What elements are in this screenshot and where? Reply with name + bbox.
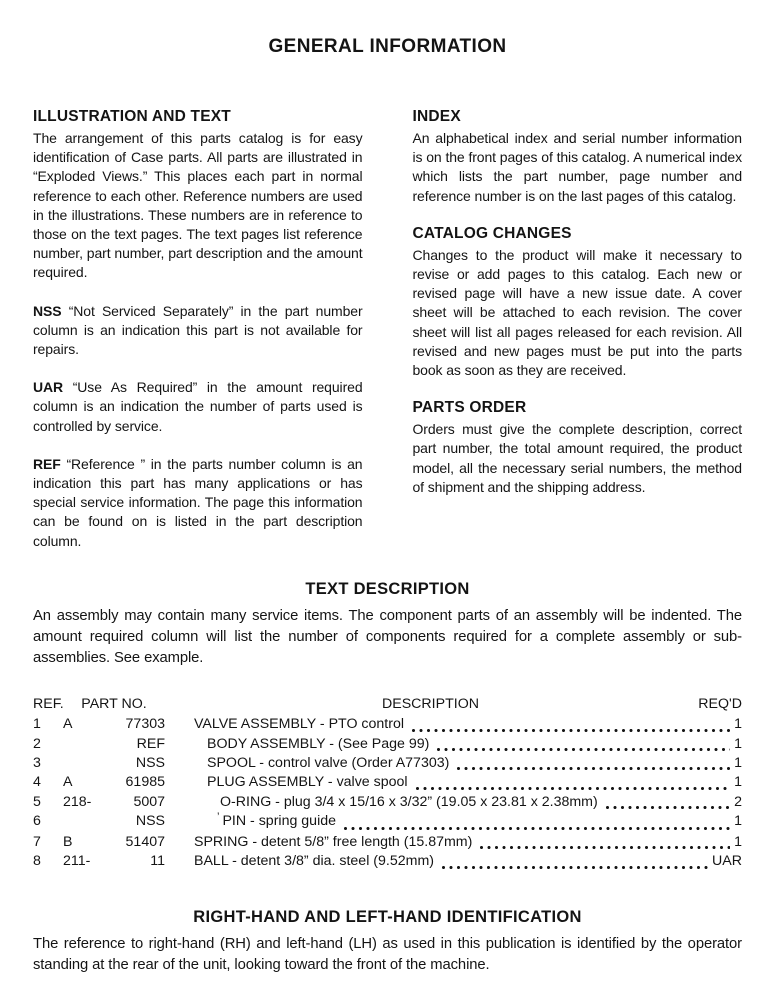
- dot-leader: [480, 846, 730, 849]
- dot-leader: [606, 806, 730, 809]
- row-description-cell: [165, 735, 742, 754]
- row-description: BODY ASSEMBLY - (See Page 99): [207, 735, 430, 752]
- header-ref: REF.: [33, 695, 64, 712]
- row-part-prefix: [63, 735, 103, 754]
- row-description-cell: [165, 754, 742, 773]
- row-part-number: 51407: [125, 833, 165, 850]
- two-column-area: [33, 108, 742, 570]
- table-row: [33, 715, 742, 734]
- dot-leader: [416, 787, 731, 790]
- rh-lh-heading: RIGHT-HAND AND LEFT-HAND IDENTIFICATION: [193, 907, 582, 926]
- row-part-number: NSS: [135, 755, 165, 772]
- page-title: GENERAL INFORMATION: [268, 36, 507, 57]
- index-heading: INDEX: [412, 108, 461, 125]
- row-reqd: 1: [734, 813, 742, 830]
- illustration-and-text-paragraph: The arrangement of this parts catalog is for easy identification of Case parts. All parts are illustrated in “Exploded Views.” This places each part in normal reference to each other. Reference numbers are used in the illustrations. These numbers are in reference to those on the text pages. The text pages list reference number, part number, part description and the amount required.: [33, 130, 363, 281]
- row-description: PLUG ASSEMBLY - valve spool: [207, 774, 408, 791]
- row-ref: 8: [33, 853, 41, 870]
- header-part-no: PART NO.: [81, 695, 147, 712]
- stray-mark: ’: [217, 811, 220, 824]
- term-uar: [33, 378, 363, 436]
- row-description-cell: [165, 812, 742, 832]
- row-description: O-RING - plug 3/4 x 15/16 x 3/32” (19.05 x 23.81 x 2.38mm): [220, 793, 598, 810]
- rh-lh-paragraph: The reference to right-hand (RH) and left-hand (LH) as used in this publication is identified by the operator standing at the rear of the unit, looking toward the front of the machine.: [33, 935, 742, 973]
- row-part-prefix: 211-: [63, 853, 91, 870]
- table-row: [33, 793, 742, 812]
- row-ref: 2: [33, 735, 41, 752]
- example-parts-table: [33, 695, 742, 872]
- dot-leader: [442, 866, 708, 869]
- row-ref: 7: [33, 833, 41, 850]
- row-part-number: NSS: [135, 813, 165, 830]
- text-description-section: [33, 580, 742, 669]
- index-section: [413, 108, 743, 206]
- table-row: [33, 754, 742, 773]
- row-ref: 5: [33, 793, 41, 810]
- row-reqd: UAR: [712, 853, 742, 870]
- term-nss: [33, 302, 363, 360]
- dot-leader: [344, 827, 730, 830]
- row-reqd: 1: [734, 755, 742, 772]
- dot-leader: [457, 767, 730, 770]
- term-uar-text: “Use As Required” in the amount required column is an indication the number of parts used is controlled by service.: [33, 379, 363, 434]
- row-part-number: REF: [136, 735, 165, 752]
- row-description-cell: [165, 852, 742, 871]
- row-ref: 1: [33, 716, 41, 733]
- text-description-heading: TEXT DESCRIPTION: [305, 579, 470, 598]
- row-reqd: 1: [734, 735, 742, 752]
- rh-lh-identification-section: [33, 908, 742, 976]
- parts-table-header: [33, 695, 742, 714]
- catalog-changes-paragraph: Changes to the product will make it necessary to revise or add pages to this catalog. Each new or revised page will have a new issue date. A cover sheet will be attached to each revision. The cover sheet will list all pages released for each revision. All revised and new pages must be put into the parts book as soon as they are received.: [412, 246, 742, 379]
- parts-order-paragraph: Orders must give the complete description, correct part number, the total amount required, the product model, all the necessary serial numbers, the method of shipment and the shipping address.: [412, 421, 742, 495]
- row-description-cell: [165, 833, 742, 852]
- row-description: VALVE ASSEMBLY - PTO control: [194, 716, 405, 733]
- parts-order-heading: PARTS ORDER: [412, 399, 527, 417]
- row-part-prefix: A: [63, 716, 73, 733]
- row-description: BALL - detent 3/8” dia. steel (9.52mm): [194, 853, 434, 870]
- row-description-cell: [165, 773, 742, 792]
- table-row: [33, 852, 742, 871]
- right-column: [413, 108, 743, 570]
- row-part-prefix: A: [63, 774, 73, 791]
- left-column: [33, 108, 363, 570]
- index-paragraph: An alphabetical index and serial number information is on the front pages of this catalog. A numerical index which lists the part number, page number and reference number is on the last pages of this catalog.: [412, 130, 742, 204]
- table-row: [33, 735, 742, 754]
- table-row: [33, 812, 742, 832]
- row-ref: 4: [33, 774, 41, 791]
- term-ref-text: “Reference ” in the parts number column is an indication this part has many applications or has special service information. The page this information can be found on is listed in the part description column.: [33, 455, 363, 549]
- term-nss-abbr: NSS: [33, 302, 62, 319]
- row-part-prefix: [63, 754, 103, 773]
- row-description-cell: [165, 715, 742, 734]
- row-reqd: 2: [734, 793, 742, 810]
- row-reqd: 1: [734, 833, 742, 850]
- parts-order-section: [413, 399, 743, 497]
- table-row: [33, 833, 742, 852]
- term-uar-abbr: UAR: [33, 379, 64, 396]
- row-ref: 3: [33, 755, 41, 772]
- illustration-and-text-heading: ILLUSTRATION AND TEXT: [33, 108, 231, 125]
- row-part-number: 77303: [125, 716, 165, 733]
- term-ref-abbr: REF: [33, 455, 61, 472]
- row-part-number: 5007: [133, 793, 165, 810]
- row-description: PIN - spring guide: [222, 813, 337, 830]
- row-ref: 6: [33, 813, 41, 830]
- row-description: SPRING - detent 5/8” free length (15.87mm): [194, 833, 473, 850]
- term-nss-text: “Not Serviced Separately” in the part number column is an indication this part is not available for repairs.: [33, 302, 363, 358]
- header-reqd: REQ'D: [698, 695, 742, 712]
- row-part-prefix: 218-: [63, 793, 92, 810]
- dot-leader: [412, 729, 730, 732]
- row-description-cell: [165, 793, 742, 812]
- row-reqd: 1: [734, 774, 742, 791]
- row-part-prefix: B: [63, 833, 73, 850]
- term-ref: [33, 455, 363, 551]
- text-description-paragraph: An assembly may contain many service items. The component parts of an assembly will be indented. The amount required column will list the number of components required for a complete assembly or sub-assemblies. See example.: [33, 607, 742, 666]
- dot-leader: [437, 748, 730, 751]
- catalog-changes-section: [413, 225, 743, 380]
- row-description: SPOOL - control valve (Order A77303): [207, 755, 450, 772]
- table-row: [33, 773, 742, 792]
- row-part-number: 61985: [125, 774, 165, 791]
- row-reqd: 1: [734, 716, 742, 733]
- catalog-changes-heading: CATALOG CHANGES: [412, 224, 572, 242]
- header-description: DESCRIPTION: [382, 695, 479, 712]
- row-part-prefix: [63, 812, 103, 832]
- row-part-number: 11: [150, 853, 165, 870]
